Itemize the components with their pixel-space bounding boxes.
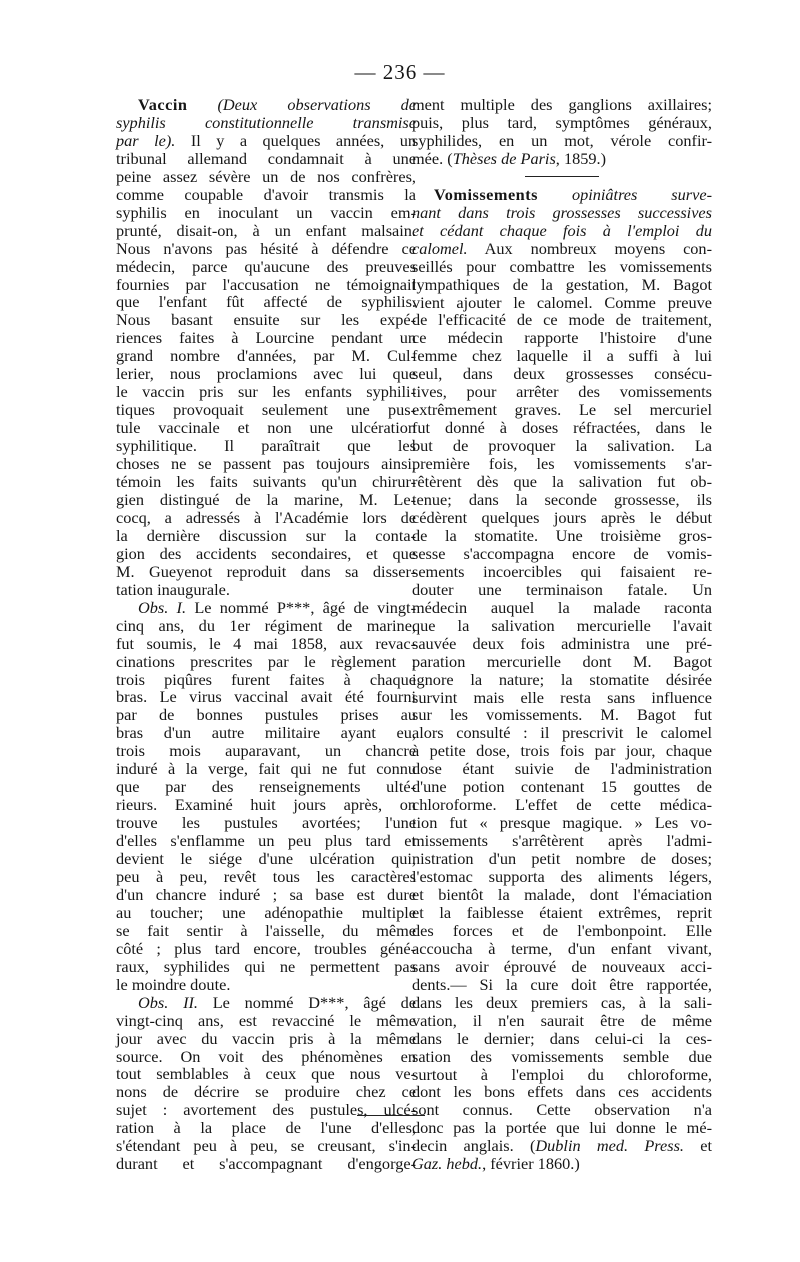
section-divider bbox=[525, 176, 599, 177]
text-line: l'estomac supporta des aliments légers, bbox=[412, 867, 712, 887]
text-line: nons de décrire se produire chez ce bbox=[116, 1082, 416, 1102]
text-line: devient le siége d'une ulcération qui, bbox=[116, 849, 416, 869]
text-line: dans les deux premiers cas, à la sali- bbox=[412, 992, 712, 1012]
text-line: vient ajouter le calomel. Comme preuve bbox=[412, 292, 712, 312]
text-line: grand nombre d'années, par M. Cul- bbox=[116, 346, 416, 366]
text-line: et bientôt la malade, dont l'émaciation bbox=[412, 884, 712, 904]
text-line: tenue; dans la seconde grossesse, ils bbox=[412, 490, 712, 510]
text-line: tiques provoquait seulement une pus- bbox=[116, 400, 416, 420]
text-line: que la salivation mercurielle l'avait bbox=[412, 615, 712, 635]
text-line: rêtèrent dès que la salivation fut ob- bbox=[412, 472, 712, 492]
text-line: la dernière discussion sur la conta- bbox=[116, 525, 416, 545]
citation: Gaz. hebd. bbox=[412, 1154, 483, 1174]
text-line: et la faiblesse étaient extrêmes, reprit bbox=[412, 902, 712, 922]
text-line: decin anglais. (Dublin med. Press. et bbox=[412, 1136, 712, 1156]
text-line: syphilides, en un mot, vérole confir- bbox=[412, 130, 712, 150]
obs-label: Obs. II. bbox=[138, 992, 198, 1012]
text-line: source. On voit des phénomènes en bbox=[116, 1046, 416, 1066]
text-line: Gaz. hebd., février 1860.) bbox=[412, 1154, 580, 1174]
text-line: femme chez laquelle il a suffi à lui bbox=[412, 346, 712, 366]
text-line: vation, il n'en saurait être de même bbox=[412, 1010, 712, 1030]
text-line: fut soumis, le 4 mai 1858, aux revac- bbox=[116, 633, 416, 653]
text-line: sation des vomissements semble due bbox=[412, 1046, 712, 1066]
entry-headword-vomissements: Vomissements bbox=[434, 184, 538, 204]
text-line: tribunal allemand condamnait à une bbox=[116, 148, 416, 168]
text-line: seul, dans deux grossesses consécu- bbox=[412, 364, 712, 384]
text-line: sur les vomissements. M. Bagot fut bbox=[412, 705, 712, 725]
text-line: but de provoquer la salivation. La bbox=[412, 436, 712, 456]
text-line: cocq, a adressés à l'Académie lors de bbox=[116, 507, 416, 527]
text-line: s'étendant peu à peu, se creusant, s'in- bbox=[116, 1136, 416, 1156]
text-line: médecin auquel la malade raconta bbox=[412, 597, 712, 617]
text-line: que par des renseignements ulté- bbox=[116, 777, 416, 797]
text-line: ce médecin rapporte l'histoire d'une bbox=[412, 328, 712, 348]
text-line: dans le dernier; dans celui-ci la ces- bbox=[412, 1028, 712, 1048]
text-line: par le). Il y a quelques années, un bbox=[116, 130, 416, 150]
text-line: Vomissements opiniâtres surve- bbox=[434, 184, 712, 204]
text-line: cédèrent quelques jours après le début bbox=[412, 507, 712, 527]
text-line: seillés pour combattre les vomissements bbox=[412, 256, 712, 276]
text-line: de la stomatite. Une troisième gros- bbox=[412, 525, 712, 545]
text-line: d'une potion contenant 15 gouttes de bbox=[412, 777, 712, 797]
text-line: M. Gueyenot reproduit dans sa disser- bbox=[116, 561, 416, 581]
text-line: tives, pour arrêter des vomissements bbox=[412, 382, 712, 402]
text-line: vingt-cinq ans, est revacciné le même bbox=[116, 1010, 416, 1030]
right-column bbox=[412, 96, 712, 1173]
citation: Thèses de Paris bbox=[452, 148, 556, 168]
text-line: que l'enfant fût affecté de syphilis. bbox=[116, 292, 416, 312]
text-line: Obs. II. Le nommé D***, âgé de bbox=[138, 992, 416, 1012]
page-number: — 236 — bbox=[354, 60, 446, 84]
text-line: tion fut « presque magique. » Les vo- bbox=[412, 813, 712, 833]
text-line: surtout à l'emploi du chloroforme, bbox=[412, 1064, 712, 1084]
text-line: par de bonnes pustules prises au bbox=[116, 705, 416, 725]
left-column bbox=[116, 96, 416, 1173]
text-line: durant et s'accompagnant d'engorge- bbox=[116, 1154, 416, 1174]
text-line: Nous basant ensuite sur les expé- bbox=[116, 310, 416, 330]
text-line: douter une terminaison fatale. Un bbox=[412, 579, 712, 599]
text-line: dont les bons effets dans ces accidents bbox=[412, 1082, 712, 1102]
text-line: sauvée deux fois administra une pré- bbox=[412, 633, 712, 653]
text-line: prunté, disait-on, à un enfant malsain. bbox=[116, 220, 416, 240]
text-line: Obs. I. Le nommé P***, âgé de vingt- bbox=[138, 597, 417, 617]
text-line: sements incoercibles qui faisaient re- bbox=[412, 561, 712, 581]
text-line: à petite dose, trois fois par jour, chaque bbox=[412, 741, 712, 761]
text-line: alors consulté : il prescrivit le calomel bbox=[412, 723, 712, 743]
text-line: dents.— Si la cure doit être rapportée, bbox=[412, 974, 712, 994]
text-line: sont connus. Cette observation n'a bbox=[412, 1100, 712, 1120]
citation: Dublin med. Press. bbox=[535, 1136, 684, 1156]
text-line: au toucher; une adénopathie multiple bbox=[116, 902, 416, 922]
text-line: sesse s'accompagna encore de vomis- bbox=[412, 543, 712, 563]
text-line: survint mais elle resta sans influence bbox=[412, 687, 712, 707]
text-line: ment multiple des ganglions axillaires; bbox=[412, 95, 712, 114]
text-line: riences faites à Lourcine pendant un bbox=[116, 328, 416, 348]
text-line: trois piqûres furent faites à chaque bbox=[116, 669, 416, 689]
text-line: tation inaugurale. bbox=[116, 579, 230, 599]
text-line: témoin les faits suivants qu'un chirur- bbox=[116, 472, 416, 492]
text-line: première fois, les vomissements s'ar- bbox=[412, 454, 712, 474]
text-line: donc pas la portée que lui donne le mé- bbox=[412, 1118, 712, 1138]
text-line: gien distingué de la marine, M. Le- bbox=[116, 489, 416, 509]
text-line: peu à peu, revêt tous les caractères bbox=[116, 866, 416, 886]
text-line: lerier, nous proclamions avec lui que bbox=[116, 364, 416, 384]
text-line: bras. Le virus vaccinal avait été fourni bbox=[116, 687, 416, 707]
text-line: syphilitique. Il paraîtrait que les bbox=[116, 436, 416, 456]
text-line: tule vaccinale et non une ulcération bbox=[116, 418, 416, 438]
obs-label: Obs. I. bbox=[138, 597, 187, 617]
text-line: rieurs. Examiné huit jours après, on bbox=[116, 795, 416, 815]
text-line: accoucha à terme, d'un enfant vivant, bbox=[412, 938, 712, 958]
text-line: calomel. Aux nombreux moyens con- bbox=[412, 238, 712, 258]
text-line: et cédant chaque fois à l'emploi du bbox=[412, 220, 712, 240]
text-line: lympathiques de la gestation, M. Bagot bbox=[412, 274, 712, 294]
text-line: côté ; plus tard encore, troubles géné- bbox=[116, 938, 416, 958]
text-line: syphilis en inoculant un vaccin em- bbox=[116, 202, 416, 222]
text-line: médecin, parce qu'aucune des preuves bbox=[116, 256, 416, 276]
text-line: trouve les pustules avortées; l'une bbox=[116, 813, 416, 833]
text-line: bras d'un autre militaire ayant eu, bbox=[116, 723, 416, 743]
text-line: dose étant suivie de l'administration bbox=[412, 759, 712, 779]
text-line: tout semblables à ceux que nous ve- bbox=[116, 1064, 416, 1084]
text-line: nistration d'un petit nombre de doses; bbox=[412, 849, 712, 869]
text-line: d'un chancre induré ; sa base est dure bbox=[116, 884, 416, 904]
text-line: mée. (Thèses de Paris, 1859.) bbox=[412, 148, 606, 168]
text-line: des forces et de l'embonpoint. Elle bbox=[412, 920, 712, 940]
text-line: le moindre doute. bbox=[116, 974, 231, 994]
text-line: ignore la nature; la stomatite désirée bbox=[412, 669, 712, 689]
text-line: trois mois auparavant, un chancre bbox=[116, 741, 416, 761]
text-line: sans avoir éprouvé de nouveaux acci- bbox=[412, 956, 712, 976]
text-line: chloroforme. L'effet de cette médica- bbox=[412, 795, 712, 815]
text-line: jour avec du vaccin pris à la même bbox=[116, 1028, 416, 1048]
text-line: Nous n'avons pas hésité à défendre ce bbox=[116, 238, 416, 258]
text-line: gion des accidents secondaires, et que bbox=[116, 543, 416, 563]
text-line: puis, plus tard, symptômes généraux, bbox=[412, 112, 712, 132]
text-line: syphilis constitutionnelle transmise bbox=[116, 112, 416, 132]
text-line: le vaccin pris sur les enfants syphili- bbox=[116, 382, 416, 402]
text-line: d'elles s'enflamme un peu plus tard et bbox=[116, 831, 416, 851]
text-line: sujet : avortement des pustules, ulcé- bbox=[116, 1100, 416, 1120]
text-line: extrêmement graves. Le sel mercuriel bbox=[412, 400, 712, 420]
text-line: nant dans trois grossesses successives bbox=[412, 202, 712, 222]
text-line: fut donné à doses réfractées, dans le bbox=[412, 418, 712, 438]
text-line: induré à la verge, fait qui ne fut connu bbox=[116, 759, 416, 779]
entry-headword-vaccin: Vaccin bbox=[138, 95, 188, 114]
bottom-rule bbox=[357, 1115, 425, 1116]
text-line: de l'efficacité de ce mode de traitement, bbox=[412, 310, 712, 330]
text-line: Vaccin (Deux observations de bbox=[138, 95, 416, 114]
text-line: ration à la place de l'une d'elles, bbox=[116, 1118, 416, 1138]
text-line: cinations prescrites par le règlement ; bbox=[116, 651, 416, 671]
text-line: choses ne se passent pas toujours ainsi, bbox=[116, 454, 416, 474]
text-line: fournies par l'accusation ne témoignait bbox=[116, 274, 416, 294]
text-line: raux, syphilides qui ne permettent pas bbox=[116, 956, 416, 976]
text-line: paration mercurielle dont M. Bagot bbox=[412, 651, 712, 671]
text-line: cinq ans, du 1er régiment de marine, bbox=[116, 615, 416, 635]
text-line: missements s'arrêtèrent après l'admi- bbox=[412, 831, 712, 851]
text-line: comme coupable d'avoir transmis la bbox=[116, 184, 416, 204]
text-line: peine assez sévère un de nos confrères, bbox=[116, 166, 416, 186]
text-line: se fait sentir à l'aisselle, du même bbox=[116, 920, 416, 940]
